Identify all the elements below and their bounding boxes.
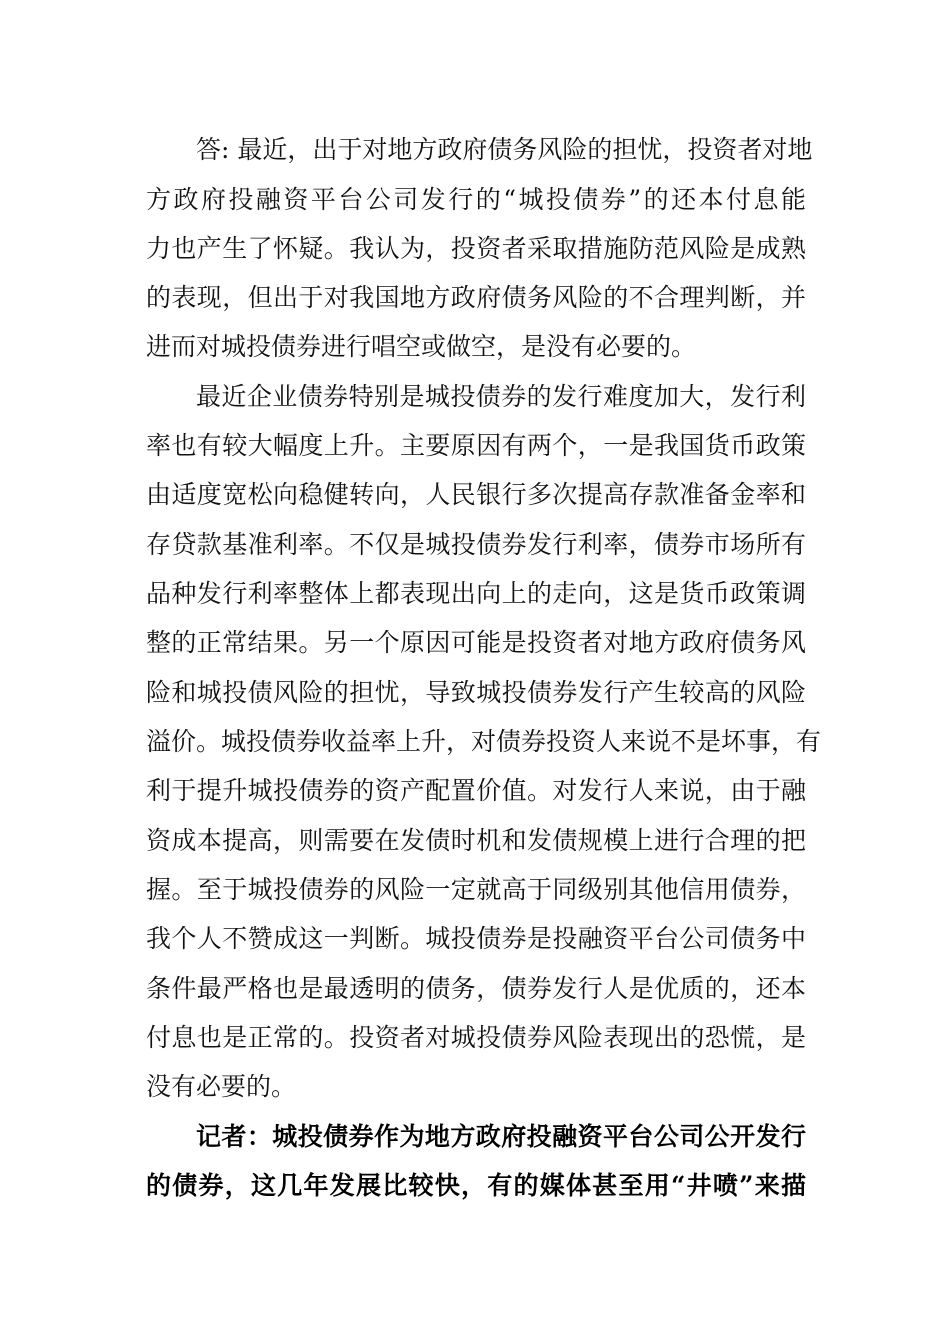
answer-line-5: 进而对城投债券进行唱空或做空，是没有必要的。	[146, 332, 697, 361]
body-line-5: 品种发行利率整体上都表现出向上的走向，这是货币政策调	[146, 579, 806, 608]
body-line-10: 资成本提高，则需要在发债时机和发债规模上进行合理的把	[146, 826, 806, 855]
body-line-12: 我个人不赞成这一判断。城投债券是投融资平台公司债务中	[146, 924, 806, 953]
body-line-4: 存贷款基准利率。不仅是城投债券发行利率，债券市场所有	[146, 530, 806, 559]
body-line-1: 最近企业债券特别是城投债券的发行难度加大，发行利	[196, 382, 806, 411]
answer-line-3: 力也产生了怀疑。我认为，投资者采取措施防范风险是成熟	[146, 234, 806, 263]
answer-line-1: 答: 最近，出于对地方政府债务风险的担忧，投资者对地	[196, 135, 813, 164]
body-line-9: 利于提升城投债券的资产配置价值。对发行人来说，由于融	[146, 776, 806, 805]
body-line-6: 整的正常结果。另一个原因可能是投资者对地方政府债务风	[146, 628, 806, 657]
answer-line-2: 方政府投融资平台公司发行的“城投债券”的还本付息能	[146, 185, 806, 214]
body-line-14: 付息也是正常的。投资者对城投债券风险表现出的恐慌，是	[146, 1023, 806, 1052]
body-line-3: 由适度宽松向稳健转向，人民银行多次提高存款准备金率和	[146, 480, 806, 509]
reporter-question-line-1: 记者：城投债券作为地方政府投融资平台公司公开发行	[196, 1122, 806, 1151]
body-line-7: 险和城投债风险的担忧，导致城投债券发行产生较高的风险	[146, 678, 806, 707]
body-line-8: 溢价。城投债券收益率上升，对债券投资人来说不是坏事，有	[146, 727, 822, 756]
body-line-2: 率也有较大幅度上升。主要原因有两个，一是我国货币政策	[146, 431, 806, 460]
answer-line-4: 的表现，但出于对我国地方政府债务风险的不合理判断，并	[146, 283, 806, 312]
body-line-13: 条件最严格也是最透明的债务，债券发行人是优质的，还本	[146, 974, 806, 1003]
reporter-question-line-2: 的债券，这几年发展比较快，有的媒体甚至用“井喷”来描	[146, 1171, 806, 1200]
body-line-15: 没有必要的。	[146, 1072, 297, 1101]
body-line-11: 握。至于城投债券的风险一定就高于同级别其他信用债券，	[146, 875, 806, 904]
